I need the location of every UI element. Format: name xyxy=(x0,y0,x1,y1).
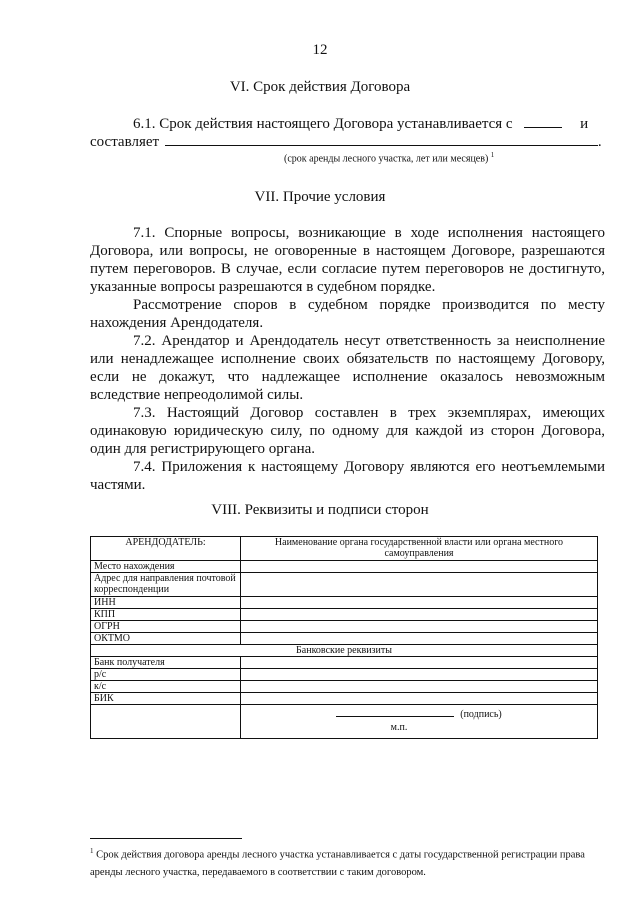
row-value[interactable] xyxy=(241,597,598,609)
row-label: БИК xyxy=(91,693,241,705)
para-line: путем переговоров. В случае, если согласие путем переговоров не достигнуто, xyxy=(90,261,605,277)
row-value[interactable] xyxy=(241,681,598,693)
para-line: или ненадлежащее исполнение своих обязательств по настоящему Договору, xyxy=(90,351,605,367)
row-label: ИНН xyxy=(91,597,241,609)
row-label: к/с xyxy=(91,681,241,693)
lessor-header: АРЕНДОДАТЕЛЬ: xyxy=(91,537,241,561)
signature-label: (подпись) xyxy=(460,709,502,720)
section-6-heading: VI. Срок действия Договора xyxy=(229,79,411,95)
para-line: вследствие непреодолимой силы. xyxy=(90,387,304,403)
clause-6-1-and: и xyxy=(580,116,589,132)
para-line: Договора, или вопросы, не оговоренные в настоящем Договоре, разрешаются xyxy=(90,243,605,259)
clause-6-1-text: 6.1. Срок действия настоящего Договора устанавливается с xyxy=(133,116,513,132)
section-6-line-1 xyxy=(133,115,605,133)
row-label: ОГРН xyxy=(91,621,241,633)
row-value[interactable] xyxy=(241,657,598,669)
para-line: 7.2. Арендатор и Арендодатель несут ответственность за неисполнение xyxy=(133,333,605,349)
footnote xyxy=(90,843,610,881)
para-line: частями. xyxy=(90,477,146,493)
para-line: одинаковую юридическую силу, по одному для каждой из сторон Договора, xyxy=(90,423,605,439)
line-end-period: . xyxy=(597,134,602,150)
row-value[interactable] xyxy=(241,573,598,597)
signature-cell[interactable] xyxy=(241,705,598,739)
table-row xyxy=(91,657,598,669)
row-value[interactable] xyxy=(241,609,598,621)
term-caption xyxy=(284,151,494,164)
signature-line[interactable] xyxy=(336,708,454,717)
term-blank xyxy=(165,133,598,146)
table-row xyxy=(91,681,598,693)
table-row xyxy=(91,633,598,645)
signature-empty-cell xyxy=(91,705,241,739)
row-label: ОКТМО xyxy=(91,633,241,645)
row-value[interactable] xyxy=(241,669,598,681)
authority-name-header: Наименование органа государственной власти или органа местного самоуправления xyxy=(241,537,598,561)
section-7-heading: VII. Прочие условия xyxy=(254,189,386,205)
para-line: Рассмотрение споров в судебном порядке производится по месту xyxy=(133,297,605,313)
row-label: р/с xyxy=(91,669,241,681)
row-value[interactable] xyxy=(241,621,598,633)
row-value[interactable] xyxy=(241,693,598,705)
row-label: Место нахождения xyxy=(91,561,241,573)
para-line: 7.3. Настоящий Договор составлен в трех экземплярах, имеющих xyxy=(133,405,605,421)
footnote-ref: 1 xyxy=(490,151,495,159)
section-6-line-2 xyxy=(90,133,605,151)
table-row xyxy=(91,669,598,681)
term-caption-text: (срок аренды лесного участка, лет или месяцев) xyxy=(284,153,489,165)
requisites-table xyxy=(90,536,598,739)
start-date-blank xyxy=(524,115,562,128)
seal-label: м.п. xyxy=(390,722,408,733)
table-row xyxy=(91,561,598,573)
section-8-heading: VIII. Реквизиты и подписи сторон xyxy=(211,502,429,518)
row-label: Банк получателя xyxy=(91,657,241,669)
bank-header-row xyxy=(91,645,598,657)
row-label: Адрес для направления почтовой корреспонденции xyxy=(91,573,241,597)
row-value[interactable] xyxy=(241,561,598,573)
row-value[interactable] xyxy=(241,633,598,645)
table-row xyxy=(91,621,598,633)
para-line: 7.1. Спорные вопросы, возникающие в ходе исполнения настоящего xyxy=(133,225,605,241)
table-row xyxy=(91,609,598,621)
table-header-row xyxy=(91,537,598,561)
signature-row xyxy=(91,705,598,739)
para-line: если не докажут, что надлежащее исполнение оказалось невозможным xyxy=(90,369,605,385)
para-line: нахождения Арендодателя. xyxy=(90,315,264,331)
footnote-number: 1 xyxy=(90,847,94,855)
table-row xyxy=(91,693,598,705)
footnote-text: Срок действия договора аренды лесного участка устанавливается с даты государственной регистрации права аренды лесного участка, передаваемого в соответствии с таким договором. xyxy=(90,849,585,878)
table-row xyxy=(91,573,598,597)
para-line: 7.4. Приложения к настоящему Договору являются его неотъемлемыми xyxy=(133,459,605,475)
para-line: указанные вопросы разрешаются в судебном порядке. xyxy=(90,279,436,295)
bank-requisites-header: Банковские реквизиты xyxy=(91,645,598,657)
row-label: КПП xyxy=(91,609,241,621)
clause-6-1-amount-label: составляет xyxy=(90,134,160,150)
para-line: один для регистрирующего органа. xyxy=(90,441,316,457)
page-number: 12 xyxy=(312,42,328,58)
table-row xyxy=(91,597,598,609)
footnote-rule xyxy=(90,838,242,839)
